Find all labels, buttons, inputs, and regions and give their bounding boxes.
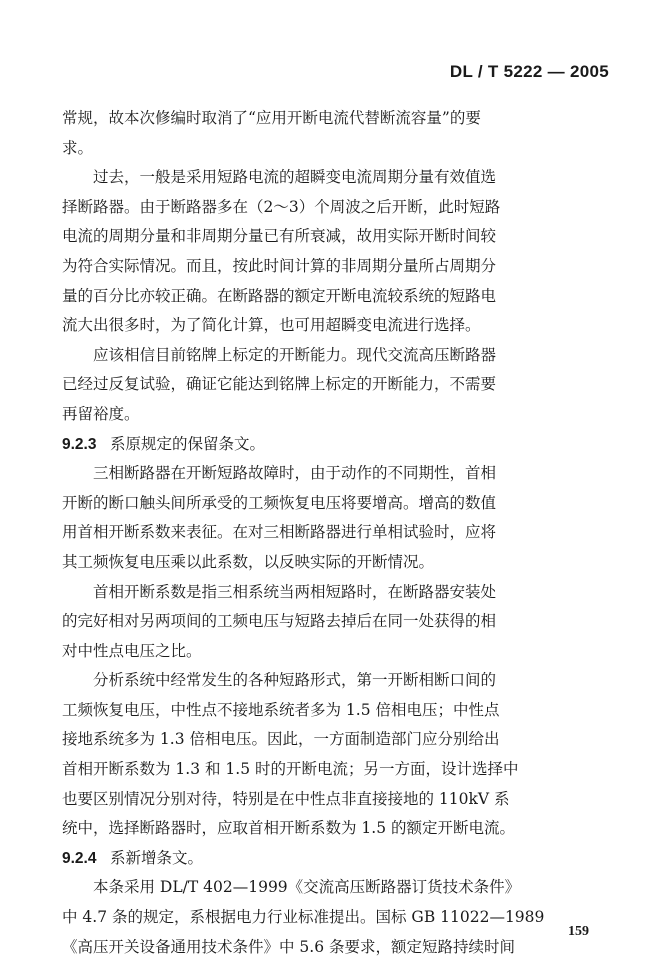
text-line: 中 4.7 条的规定，系根据电力行业标准提出。国标 GB 11022—1989 [62, 908, 545, 927]
text-line: 对中性点电压之比。 [62, 641, 202, 660]
text-line: 首相开断系数是指三相系统当两相短路时，在断路器安装处 [62, 582, 497, 601]
text-line: 工频恢复电压，中性点不接地系统者多为 1.5 倍相电压；中性点 [62, 700, 500, 719]
text-line: 的完好相对另两项间的工频电压与短路去掉后在同一处获得的相 [62, 612, 497, 631]
section-heading-text: 系新增条文。 [110, 848, 204, 867]
text-line: 已经过反复试验，确证它能达到铭牌上标定的开断能力，不需要 [62, 375, 497, 394]
text-line: 常规，故本次修编时取消了“应用开断电流代替断流容量”的要 [62, 109, 481, 127]
text-line: 统中，选择断路器时，应取首相开断系数为 1.5 的额定开断电流。 [62, 819, 516, 838]
text-line: 再留裕度。 [62, 404, 140, 423]
text-line: 应该相信目前铭牌上标定的开断能力。现代交流高压断路器 [62, 345, 497, 364]
text-line: 三相断路器在开断短路故障时，由于动作的不同期性，首相 [62, 464, 497, 483]
text-line: 开断的断口触头间所承受的工频恢复电压将要增高。增高的数值 [62, 493, 497, 512]
section-heading-9-2-3 [62, 430, 606, 460]
section-heading-text: 系原规定的保留条文。 [110, 434, 266, 453]
body-text [62, 104, 606, 962]
section-number: 9.2.4 [62, 849, 97, 867]
text-line: 量的百分比亦较正确。在断路器的额定开断电流较系统的短路电 [62, 286, 497, 305]
text-line: 用首相开断系数来表征。在对三相断路器进行单相试验时，应将 [62, 523, 497, 542]
text-line: 接地系统多为 1.3 倍相电压。因此，一方面制造部门应分别给出 [62, 730, 500, 749]
text-line: 《高压开关设备通用技术条件》中 5.6 条要求，额定短路持续时间 [62, 937, 516, 956]
standard-code-header: DL / T 5222 — 2005 [449, 62, 609, 81]
text-line: 择断路器。由于断路器多在（2～3）个周波之后开断，此时短路 [62, 197, 501, 216]
text-line: 电流的周期分量和非周期分量已有所衰减，故用实际开断时间较 [62, 227, 497, 246]
text-line: 分析系统中经常发生的各种短路形式，第一开断相断口间的 [62, 671, 497, 690]
text-line: 为符合实际情况。而且，按此时间计算的非周期分量所占周期分 [62, 256, 497, 275]
page-number: 159 [568, 924, 589, 939]
text-line: 流大出很多时，为了简化计算，也可用超瞬变电流进行选择。 [62, 316, 481, 335]
text-line: 其工频恢复电压乘以此系数，以反映实际的开断情况。 [62, 552, 435, 571]
text-line: 求。 [62, 138, 94, 157]
text-line: 本条采用 DL/T 402—1999《交流高压断路器订货技术条件》 [62, 878, 521, 897]
text-line: 也要区别情况分别对待，特别是在中性点非直接接地的 110kV 系 [62, 789, 510, 808]
text-line: 过去，一般是采用短路电流的超瞬变电流周期分量有效值选 [62, 168, 497, 187]
section-heading-9-2-4 [62, 844, 606, 874]
section-number: 9.2.3 [62, 435, 97, 453]
text-line: 首相开断系数为 1.3 和 1.5 时的开断电流；另一方面，设计选择中 [62, 760, 519, 779]
